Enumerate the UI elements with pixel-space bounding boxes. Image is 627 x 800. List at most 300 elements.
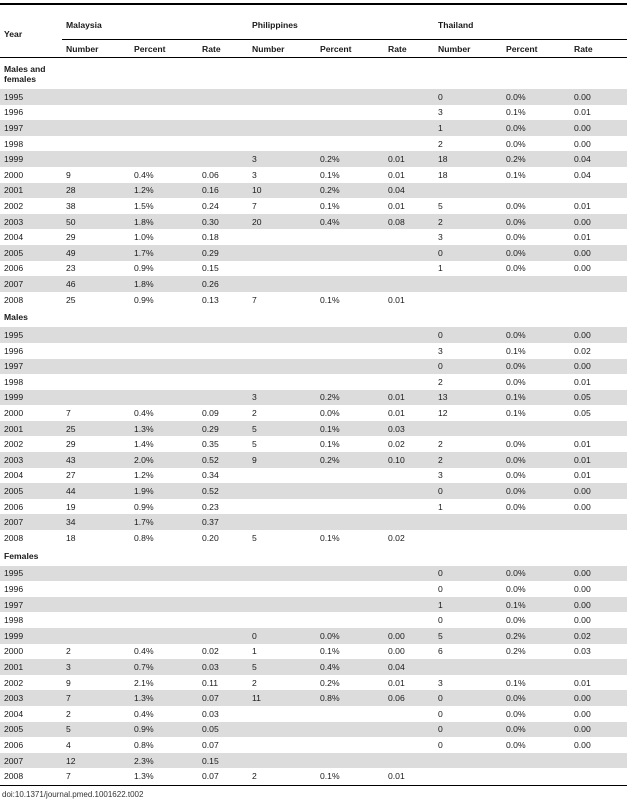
table-row [0,343,627,359]
cell-thailand-rate: 0.01 [574,376,591,387]
table-row [0,483,627,499]
cell-year: 2005 [0,483,62,499]
cell-philippines-number: 7 [252,200,257,211]
cell-malaysia-rate [198,89,248,105]
cell-year: 2005 [0,245,62,261]
cell-philippines-percent [316,468,384,484]
cell-thailand-percent: 0.0% [506,470,526,481]
cell-thailand-number: 0 [434,359,502,375]
cell-philippines-percent [316,706,384,722]
cell-thailand-number: 0 [434,722,502,738]
doi-caption: doi:10.1371/journal.pmed.1001622.t002 [2,790,144,799]
cell-philippines-percent [316,612,384,628]
cell-philippines-number: 7 [252,294,257,305]
subheader-number: Number [62,40,130,58]
cell-thailand-number: 3 [438,107,443,118]
table-row [0,768,627,784]
country-header-malaysia: Malaysia [62,10,248,40]
cell-malaysia-number: 29 [66,232,76,243]
cell-philippines-number: 3 [248,151,316,167]
cell-philippines-rate [384,499,434,515]
cell-malaysia-number: 46 [62,276,130,292]
cell-philippines-number [248,105,316,121]
cell-year: 1999 [0,628,62,644]
cell-thailand-rate [570,276,627,292]
cell-thailand-rate [570,659,627,675]
cell-malaysia-rate: 0.20 [202,532,219,543]
cell-malaysia-number: 25 [66,294,76,305]
subheader-number: Number [248,40,316,58]
cell-malaysia-percent: 0.7% [130,659,198,675]
cell-year: 2005 [0,722,62,738]
cell-thailand-rate [570,530,627,546]
data-table [0,10,627,784]
cell-philippines-rate [384,612,434,628]
cell-philippines-rate [384,753,434,769]
table-row [0,198,627,214]
cell-philippines-percent [316,89,384,105]
cell-philippines-percent: 0.1% [320,771,340,782]
section-header-row [0,58,627,90]
cell-philippines-percent: 0.0% [316,628,384,644]
cell-thailand-percent [502,421,570,437]
cell-malaysia-percent: 0.9% [130,722,198,738]
table-row [0,292,627,308]
cell-philippines-rate [384,722,434,738]
cell-malaysia-rate: 0.07 [198,690,248,706]
cell-malaysia-rate: 0.16 [198,183,248,199]
cell-thailand-number: 18 [434,151,502,167]
cell-thailand-rate: 0.05 [574,408,591,419]
cell-thailand-percent: 0.0% [502,327,570,343]
cell-malaysia-number: 27 [66,470,76,481]
cell-philippines-percent [316,120,384,136]
cell-thailand-number: 5 [438,200,443,211]
table-row [0,612,627,628]
cell-thailand-number [434,514,502,530]
cell-malaysia-rate [198,136,248,152]
cell-philippines-rate [384,120,434,136]
cell-thailand-percent: 0.0% [506,739,526,750]
cell-year: 2001 [0,421,62,437]
cell-philippines-number [248,136,316,152]
cell-philippines-rate [384,105,434,121]
cell-philippines-rate [384,737,434,753]
cell-philippines-percent [316,753,384,769]
cell-philippines-percent [316,597,384,613]
cell-year: 2006 [4,501,24,512]
cell-year: 1996 [4,584,24,595]
cell-philippines-rate: 0.01 [388,294,405,305]
cell-philippines-rate: 0.01 [388,408,405,419]
cell-philippines-rate: 0.06 [384,690,434,706]
cell-year: 2002 [4,200,24,211]
cell-malaysia-percent [130,120,198,136]
cell-malaysia-percent [130,343,198,359]
cell-malaysia-percent [130,628,198,644]
table-row [0,628,627,644]
cell-malaysia-percent: 0.4% [134,708,154,719]
cell-philippines-percent: 0.2% [316,390,384,406]
cell-philippines-percent: 0.2% [316,183,384,199]
cell-thailand-rate [570,292,627,308]
cell-malaysia-number: 5 [62,722,130,738]
cell-thailand-rate: 0.01 [574,470,591,481]
table-row [0,597,627,613]
table-row [0,514,627,530]
cell-philippines-rate [384,89,434,105]
cell-philippines-rate [384,581,434,597]
cell-philippines-number [248,581,316,597]
cell-year: 1999 [0,390,62,406]
cell-thailand-percent [502,659,570,675]
cell-philippines-percent [316,229,384,245]
cell-philippines-percent: 0.2% [316,151,384,167]
cell-malaysia-percent: 1.3% [134,771,154,782]
cell-year: 2007 [0,514,62,530]
cell-philippines-percent: 0.1% [320,200,340,211]
cell-malaysia-percent [130,566,198,582]
country-header-philippines: Philippines [248,10,434,40]
cell-malaysia-rate: 0.34 [202,470,219,481]
cell-thailand-rate: 0.01 [570,452,627,468]
cell-malaysia-rate [198,597,248,613]
cell-thailand-percent: 0.1% [506,107,526,118]
cell-philippines-rate: 0.03 [384,421,434,437]
cell-philippines-percent [316,327,384,343]
cell-philippines-rate: 0.02 [388,439,405,450]
cell-thailand-rate: 0.00 [570,722,627,738]
cell-thailand-percent [502,276,570,292]
cell-year: 1998 [4,376,24,387]
cell-philippines-number: 10 [248,183,316,199]
cell-year: 2003 [0,452,62,468]
cell-thailand-number: 3 [438,345,443,356]
cell-malaysia-number: 28 [62,183,130,199]
cell-thailand-number: 0 [438,615,443,626]
table-row [0,706,627,722]
cell-thailand-rate: 0.00 [574,263,591,274]
cell-philippines-percent: 0.4% [316,659,384,675]
cell-year: 2003 [0,690,62,706]
cell-thailand-percent: 0.1% [506,169,526,180]
cell-philippines-rate [384,597,434,613]
table-row [0,421,627,437]
cell-malaysia-rate: 0.24 [202,200,219,211]
cell-malaysia-number [62,597,130,613]
cell-malaysia-rate: 0.03 [198,659,248,675]
cell-malaysia-rate: 0.03 [202,708,219,719]
cell-thailand-percent: 0.0% [506,615,526,626]
cell-thailand-rate: 0.05 [570,390,627,406]
cell-year: 2008 [4,532,24,543]
cell-thailand-rate: 0.04 [574,169,591,180]
table-row [0,183,627,199]
cell-thailand-percent: 0.1% [506,345,526,356]
cell-malaysia-percent [130,374,198,390]
cell-malaysia-rate [198,327,248,343]
cell-thailand-rate: 0.00 [570,120,627,136]
top-rule [0,3,627,5]
cell-malaysia-rate: 0.07 [202,739,219,750]
cell-malaysia-number [62,136,130,152]
cell-thailand-percent: 0.0% [502,452,570,468]
cell-year: 1995 [0,89,62,105]
table-row [0,405,627,421]
cell-thailand-rate: 0.00 [570,597,627,613]
cell-malaysia-rate: 0.29 [198,421,248,437]
cell-thailand-rate: 0.00 [570,89,627,105]
cell-philippines-rate [384,706,434,722]
cell-thailand-percent: 0.0% [502,214,570,230]
cell-philippines-rate [384,374,434,390]
cell-malaysia-percent: 0.4% [134,169,154,180]
cell-malaysia-rate: 0.26 [198,276,248,292]
cell-thailand-rate: 0.00 [574,584,591,595]
cell-thailand-number: 0 [434,89,502,105]
cell-malaysia-rate: 0.29 [198,245,248,261]
cell-malaysia-rate: 0.15 [202,263,219,274]
table-body [0,58,627,784]
cell-malaysia-percent: 0.9% [134,294,154,305]
cell-year: 2008 [4,771,24,782]
cell-thailand-number [434,276,502,292]
cell-malaysia-rate [198,105,248,121]
cell-philippines-number: 9 [248,452,316,468]
cell-year: 2006 [4,739,24,750]
cell-philippines-percent [316,737,384,753]
section-title: Males and females [4,63,46,84]
section-header-row [0,307,627,327]
cell-philippines-number: 3 [248,390,316,406]
cell-malaysia-rate: 0.05 [198,722,248,738]
cell-thailand-number: 0 [434,483,502,499]
cell-philippines-rate [384,229,434,245]
table-row [0,644,627,660]
cell-philippines-number [248,343,316,359]
table-row [0,722,627,738]
cell-thailand-percent: 0.0% [502,245,570,261]
cell-thailand-number: 1 [438,263,443,274]
cell-malaysia-number: 50 [62,214,130,230]
cell-philippines-rate: 0.04 [384,183,434,199]
cell-malaysia-number: 3 [62,659,130,675]
cell-malaysia-percent: 0.9% [134,501,154,512]
cell-philippines-number [248,468,316,484]
cell-thailand-percent [502,753,570,769]
cell-year: 2002 [4,677,24,688]
cell-year: 2002 [4,439,24,450]
cell-malaysia-number: 38 [66,200,76,211]
cell-malaysia-percent [130,359,198,375]
cell-philippines-number [248,374,316,390]
cell-malaysia-number [62,151,130,167]
cell-thailand-rate: 0.01 [574,677,591,688]
cell-malaysia-number: 34 [62,514,130,530]
cell-malaysia-percent: 1.8% [130,214,198,230]
cell-malaysia-percent [130,597,198,613]
cell-philippines-rate [384,514,434,530]
cell-thailand-rate: 0.01 [574,232,591,243]
cell-malaysia-number: 29 [66,439,76,450]
cell-philippines-percent [316,136,384,152]
cell-malaysia-percent: 0.8% [134,739,154,750]
cell-malaysia-percent: 1.5% [134,200,154,211]
cell-malaysia-percent [130,581,198,597]
table-row [0,499,627,515]
cell-year: 1997 [0,120,62,136]
table-row [0,229,627,245]
cell-thailand-percent: 0.0% [506,138,526,149]
cell-philippines-number: 2 [252,677,257,688]
cell-malaysia-rate: 0.35 [202,439,219,450]
cell-thailand-percent: 0.1% [506,408,526,419]
cell-malaysia-rate [198,628,248,644]
cell-thailand-number: 5 [434,628,502,644]
table-row [0,675,627,691]
cell-thailand-rate [570,768,627,784]
table-row [0,566,627,582]
cell-thailand-number: 2 [434,452,502,468]
cell-philippines-rate: 0.01 [388,169,405,180]
cell-philippines-rate [384,276,434,292]
cell-thailand-rate: 0.02 [570,628,627,644]
cell-thailand-percent: 0.0% [506,376,526,387]
table-row [0,89,627,105]
cell-malaysia-number [62,89,130,105]
cell-thailand-number [434,530,502,546]
cell-philippines-rate [384,343,434,359]
table-row [0,737,627,753]
cell-malaysia-rate: 0.06 [202,169,219,180]
cell-thailand-number: 6 [438,646,443,657]
cell-thailand-percent: 0.0% [502,483,570,499]
cell-malaysia-number: 7 [66,408,71,419]
cell-malaysia-percent: 0.4% [134,646,154,657]
cell-philippines-number [248,120,316,136]
cell-malaysia-percent [130,89,198,105]
cell-philippines-number [248,597,316,613]
cell-malaysia-rate [198,566,248,582]
cell-philippines-percent: 0.1% [320,294,340,305]
table-row [0,120,627,136]
cell-philippines-number: 5 [248,659,316,675]
cell-year: 2008 [4,294,24,305]
cell-thailand-number [434,421,502,437]
table-row [0,105,627,121]
cell-philippines-percent: 0.0% [320,408,340,419]
year-column-header: Year [0,10,62,58]
cell-thailand-rate: 0.00 [574,708,591,719]
cell-thailand-rate: 0.01 [574,107,591,118]
cell-malaysia-number: 9 [66,677,71,688]
cell-philippines-percent [316,483,384,499]
table-row [0,530,627,546]
cell-philippines-percent: 0.4% [316,214,384,230]
cell-philippines-rate [384,327,434,343]
cell-malaysia-percent [130,327,198,343]
table-row [0,390,627,406]
section-filler [62,58,627,90]
cell-philippines-number: 2 [252,771,257,782]
cell-philippines-number [248,245,316,261]
table-row [0,167,627,183]
cell-philippines-percent [316,359,384,375]
cell-thailand-percent: 0.0% [502,89,570,105]
section-filler [62,307,627,327]
cell-malaysia-number: 9 [66,169,71,180]
cell-thailand-percent: 0.2% [502,628,570,644]
cell-year: 2001 [0,183,62,199]
cell-philippines-rate: 0.02 [388,532,405,543]
cell-thailand-percent: 0.0% [502,359,570,375]
cell-thailand-rate: 0.00 [570,359,627,375]
cell-thailand-percent: 0.0% [506,263,526,274]
cell-philippines-rate: 0.01 [384,151,434,167]
cell-malaysia-rate: 0.52 [198,483,248,499]
cell-malaysia-rate [198,390,248,406]
subheader-number: Number [434,40,502,58]
cell-thailand-number [434,183,502,199]
cell-malaysia-rate: 0.37 [198,514,248,530]
cell-philippines-number [248,499,316,515]
cell-malaysia-rate: 0.52 [198,452,248,468]
cell-malaysia-percent: 0.8% [134,532,154,543]
cell-thailand-percent [502,530,570,546]
table-row [0,753,627,769]
cell-philippines-number [248,566,316,582]
cell-thailand-percent: 0.0% [502,690,570,706]
cell-philippines-number [248,483,316,499]
cell-philippines-percent [316,276,384,292]
table-row [0,151,627,167]
cell-malaysia-number [62,343,130,359]
cell-philippines-rate: 0.01 [388,677,405,688]
cell-malaysia-rate [198,374,248,390]
cell-malaysia-percent: 2.3% [130,753,198,769]
cell-philippines-percent: 0.2% [316,452,384,468]
cell-malaysia-rate: 0.15 [198,753,248,769]
cell-malaysia-number [62,120,130,136]
cell-philippines-percent [316,581,384,597]
cell-thailand-percent [502,183,570,199]
cell-thailand-rate [570,183,627,199]
subheader-percent: Percent [502,40,570,58]
cell-malaysia-number [62,628,130,644]
cell-thailand-percent [502,768,570,784]
cell-philippines-number: 5 [252,439,257,450]
cell-philippines-rate: 0.00 [388,646,405,657]
table-row [0,214,627,230]
cell-malaysia-percent [130,390,198,406]
cell-malaysia-percent: 1.3% [130,690,198,706]
cell-malaysia-number [62,566,130,582]
cell-thailand-percent: 0.0% [506,584,526,595]
cell-thailand-number [434,292,502,308]
cell-thailand-rate: 0.03 [574,646,591,657]
cell-malaysia-rate [198,581,248,597]
cell-philippines-number: 0 [248,628,316,644]
cell-year: 1995 [0,327,62,343]
cell-thailand-percent: 0.1% [506,677,526,688]
cell-philippines-number [248,706,316,722]
cell-thailand-rate: 0.00 [570,327,627,343]
cell-malaysia-number: 25 [62,421,130,437]
cell-philippines-number [248,327,316,343]
cell-philippines-rate: 0.01 [388,200,405,211]
table-row [0,581,627,597]
cell-malaysia-percent: 1.4% [134,439,154,450]
